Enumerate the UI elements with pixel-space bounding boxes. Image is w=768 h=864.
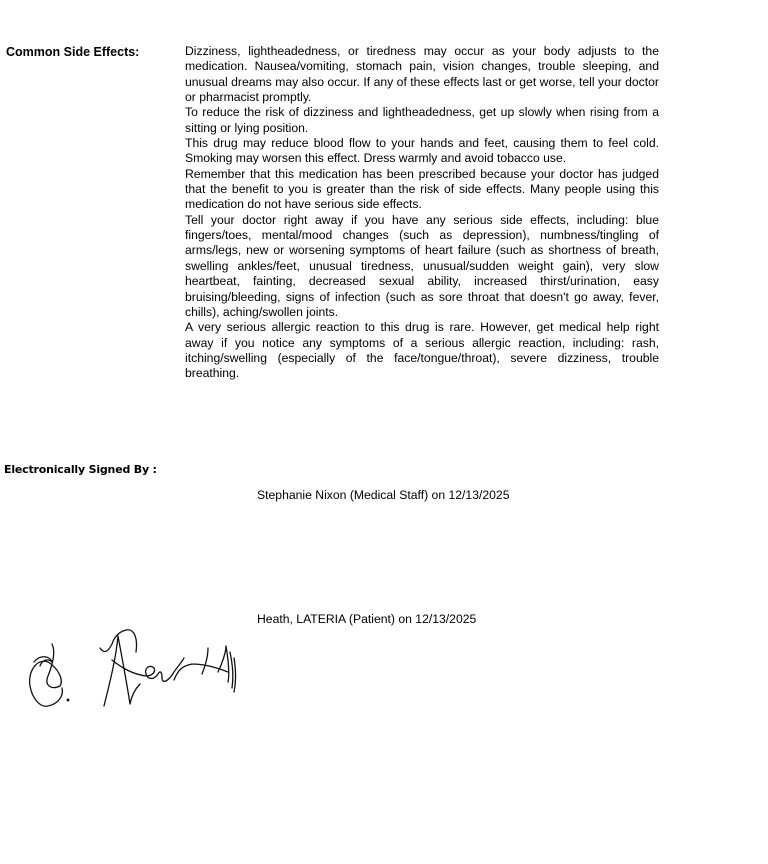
staff-signature-line: Stephanie Nixon (Medical Staff) on 12/13/2025 <box>257 488 510 502</box>
signature-stroke <box>30 644 63 706</box>
side-effects-paragraph: A very serious allergic reaction to this drug is rare. However, get medical help right away if you notice any symptoms of a serious allergic reaction, including: rash, itching/swelling (especially of the face/tongue/throat), severe dizziness, trouble breathing. <box>185 320 659 381</box>
side-effects-text <box>185 44 659 382</box>
signature-stroke <box>100 630 236 706</box>
side-effects-paragraph: Tell your doctor right away if you have any serious side effects, including: blue fingers/toes, mental/mood changes (such as depression), numbness/tingling of arms/legs, new or worsening symptoms of heart failure (such as shortness of breath, swelling ankles/feet, unusual tiredness, unusual/sudden weight gain), very slow heartbeat, fainting, decreased sexual ability, increased thirst/urination, easy bruising/bleeding, signs of infection (such as sore throat that doesn't go away, fever, chills), aching/swollen joints. <box>185 212 659 319</box>
handwritten-signature-icon <box>22 618 247 718</box>
side-effects-label: Common Side Effects: <box>6 45 140 59</box>
side-effects-paragraph: To reduce the risk of dizziness and lightheadedness, get up slowly when rising from a sitting or lying position. <box>185 105 659 135</box>
side-effects-paragraph: This drug may reduce blood flow to your hands and feet, causing them to feel cold. Smoking may worsen this effect. Dress warmly and avoid tobacco use. <box>185 136 659 166</box>
side-effects-paragraph: Remember that this medication has been prescribed because your doctor has judged that the benefit to you is greater than the risk of side effects. Many people using this medication do not have serious side effects. <box>185 166 659 212</box>
patient-signature-line: Heath, LATERIA (Patient) on 12/13/2025 <box>257 612 477 626</box>
side-effects-paragraph: Dizziness, lightheadedness, or tiredness may occur as your body adjusts to the medication. Nausea/vomiting, stomach pain, vision changes, trouble sleeping, and unusual dreams may also occur. If any of these effects last or get worse, tell your doctor or pharmacist promptly. <box>185 44 659 105</box>
electronically-signed-label: Electronically Signed By : <box>4 463 157 476</box>
